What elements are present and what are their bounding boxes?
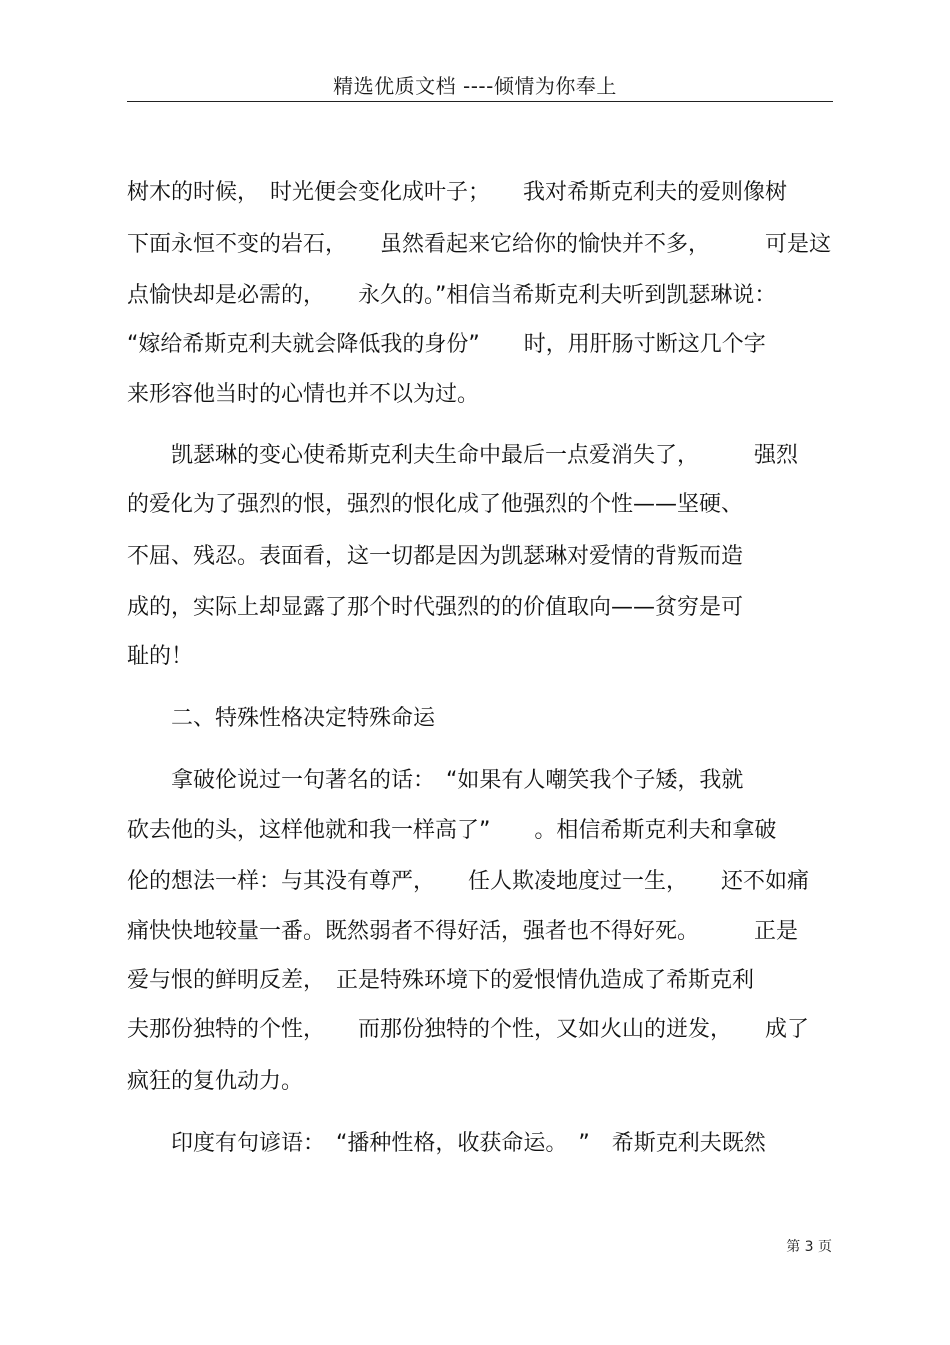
body-line: 的爱化为了强烈的恨，强烈的恨化成了他强烈的个性——坚硬、 xyxy=(127,492,744,517)
body-line: 痛快快地较量一番。既然弱者不得好活，强者也不得好死。 正是 xyxy=(127,919,799,944)
body-line: 成的，实际上却显露了那个时代强烈的的价值取向——贫穷是可 xyxy=(127,595,744,620)
body-line: 不屈、残忍。表面看，这一切都是因为凯瑟琳对爱情的背叛而造 xyxy=(127,544,744,569)
body-line: 点愉快却是必需的， 永久的。”相信当希斯克利夫听到凯瑟琳说： xyxy=(127,283,777,308)
body-line: 来形容他当时的心情也并不以为过。 xyxy=(127,382,480,407)
body-line: 印度有句谚语： “播种性格，收获命运。 ” 希斯克利夫既然 xyxy=(127,1131,766,1156)
body-line: 耻的！ xyxy=(127,644,194,669)
body-line: 拿破伦说过一句著名的话： “如果有人嘲笑我个子矮，我就 xyxy=(127,768,744,793)
body-line: 凯瑟琳的变心使希斯克利夫生命中最后一点爱消失了， 强烈 xyxy=(127,443,799,468)
body-line: 下面永恒不变的岩石， 虽然看起来它给你的愉快并不多， 可是这 xyxy=(127,232,832,257)
header-divider xyxy=(127,101,833,102)
body-line: 夫那份独特的个性， 而那份独特的个性，又如火山的迸发， 成了 xyxy=(127,1017,810,1042)
section-heading: 二、特殊性格决定特殊命运 xyxy=(127,706,436,731)
page-number: 第 3 页 xyxy=(786,1239,832,1255)
body-line: 伦的想法一样：与其没有尊严， 任人欺凌地度过一生， 还不如痛 xyxy=(127,869,810,894)
body-line: 疯狂的复仇动力。 xyxy=(127,1069,304,1094)
body-line: “嫁给希斯克利夫就会降低我的身份” 时，用肝肠寸断这几个字 xyxy=(127,332,766,357)
body-line: 树木的时候， 时光便会变化成叶子； 我对希斯克利夫的爱则像树 xyxy=(127,180,788,205)
body-line: 砍去他的头，这样他就和我一样高了” 。相信希斯克利夫和拿破 xyxy=(127,818,777,843)
body-line: 爱与恨的鲜明反差， 正是特殊环境下的爱恨情仇造成了希斯克利 xyxy=(127,968,755,993)
page-header-title: 精选优质文档 ----倾情为你奉上 xyxy=(333,74,617,98)
